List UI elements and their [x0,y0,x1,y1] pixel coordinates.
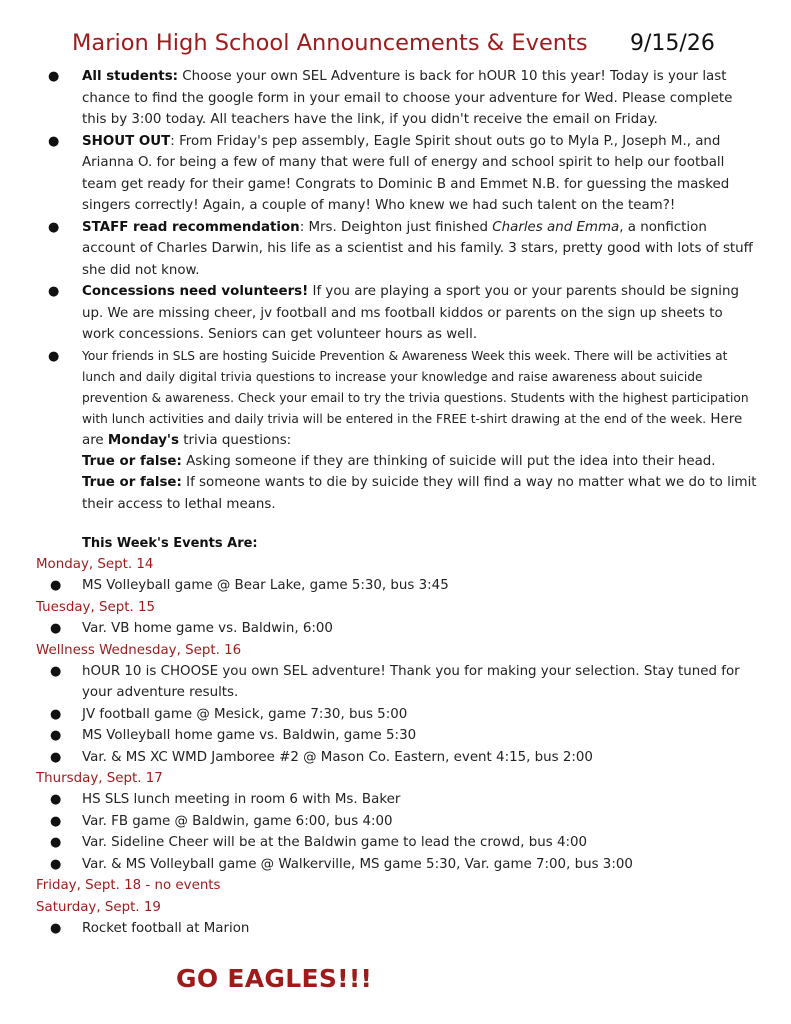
announcement-label: Concessions need volunteers! [82,284,309,299]
announcement-text: : From Friday's pep assembly, Eagle Spirit shout outs go to Myla P., Joseph M., and Arianna O. for being a few of many that were full of energy and school spirit to help our football team get ready for their game! Congrats to Dominic B and Emmet N.B. for guessing the masked singers correctly! Again, a couple of many! Who knew we had such talent on the team?! [82,133,730,213]
announcement-text: If you are playing a sport you or your parents should be signing up. We are missing cheer, jv football and ms football kiddos or parents on the sign up sheets to work concessions. Seniors can get volunteer hours as well. [82,284,739,342]
trivia-text: Asking someone if they are thinking of suicide will put the idea into their head. [181,453,716,469]
trivia-label: True or false: [82,453,182,469]
trivia-question-1 [0,451,791,473]
event-text: Rocket football at Marion [82,920,250,936]
events-heading: This Week's Events Are: [82,536,258,551]
announcement-text: , a nonfiction account of Charles Darwin, his life as a scientist and his family. 3 stars, pretty good with lots of stuff she did not know. [82,219,753,278]
bullet-icon: ● [48,284,60,299]
event-text: Var. & MS Volleyball game @ Walkerville, MS game 5:30, Var. game 7:00, bus 3:00 [82,856,633,872]
trivia-question-2 [0,472,791,515]
bullet-icon: ● [48,348,60,364]
page-date: 9/15/26 [630,31,715,56]
event-item [0,725,791,746]
bullet-icon: ● [50,835,62,851]
event-item [0,618,791,639]
events-schedule [0,554,791,939]
bullet-icon: ● [50,749,62,765]
day-heading: Saturday, Sept. 19 [36,899,161,915]
event-item [0,811,791,832]
announcement-text: Here are [82,411,743,448]
event-text: HS SLS lunch meeting in room 6 with Ms. Baker [82,792,401,808]
event-text: Var. & MS XC WMD Jamboree #2 @ Mason Co. Eastern, event 4:15, bus 2:00 [82,749,593,765]
event-item [0,661,791,704]
day-heading: Friday, Sept. 18 - no events [36,878,221,894]
book-title: Charles and Emma [492,219,620,235]
day-heading: Thursday, Sept. 17 [36,771,163,787]
event-item [0,832,791,853]
day-heading: Wellness Wednesday, Sept. 16 [36,642,242,658]
event-text: hOUR 10 is CHOOSE you own SEL adventure! Thank you for making your selection. Stay tuned for your adventure results. [82,664,740,701]
bullet-icon: ● [50,813,62,829]
bullet-icon: ● [50,920,62,936]
announcement-shout-out [0,131,791,217]
announcement-text: : Mrs. Deighton just finished [299,219,493,235]
event-text: Var. Sideline Cheer will be at the Baldwin game to lead the crowd, bus 4:00 [82,835,588,851]
event-item [0,789,791,810]
page-title: Marion High School Announcements & Events [72,30,588,56]
bullet-icon: ● [50,728,62,744]
event-item [0,747,791,768]
day-heading: Tuesday, Sept. 15 [36,599,156,615]
bullet-icon: ● [48,133,60,149]
announcement-label: SHOUT OUT [82,133,171,149]
bullet-icon: ● [50,856,62,872]
bullet-icon: ● [50,706,62,722]
bullet-icon: ● [48,219,60,235]
announcement-concessions [0,281,791,346]
announcement-label: STAFF read recommendation [82,219,300,235]
bullet-icon: ● [50,792,62,808]
announcement-sls-week [0,346,791,451]
event-item [0,575,791,596]
announcement-text: trivia questions: [179,432,292,448]
announcement-label: Monday's [107,432,179,448]
announcement-staff-read [0,217,791,282]
bullet-icon: ● [50,578,62,594]
announcement-all-students [0,66,791,131]
bullet-icon: ● [50,621,62,637]
announcement-label: All students: [82,69,179,84]
announcement-text: Choose your own SEL Adventure is back for hOUR 10 this year! Today is your last chance to find the google form in your email to choose your adventure for Wed. Please complete this by 3:00 today. All teachers have the link, if you didn't receive the email on Friday. [82,69,733,127]
event-text: JV football game @ Mesick, game 7:30, bus 5:00 [82,706,408,722]
event-text: Var. FB game @ Baldwin, game 6:00, bus 4:00 [82,813,393,829]
bullet-icon: ● [50,664,62,680]
event-text: MS Volleyball home game vs. Baldwin, game 5:30 [82,728,417,744]
event-text: Var. VB home game vs. Baldwin, 6:00 [82,621,333,637]
event-text: MS Volleyball game @ Bear Lake, game 5:30, bus 3:45 [82,578,449,594]
announcements-list [0,66,791,515]
event-item [0,704,791,725]
trivia-label: True or false: [82,475,182,490]
footer-slogan: GO EAGLES!!! [176,964,373,993]
event-item [0,854,791,875]
event-item [0,918,791,939]
trivia-text: If someone wants to die by suicide they will find a way no matter what we do to limit their access to lethal means. [82,475,757,512]
bullet-icon: ● [48,69,60,84]
announcement-text: Your friends in SLS are hosting Suicide Prevention & Awareness Week this week. There will be activities at lunch and daily digital trivia questions to increase your knowledge and raise awareness about suicide prevention & awareness. Check your email to try the trivia questions. Students with the highest participation with lunch activities and daily trivia will be entered in the FREE t-shirt drawing at the end of the week. [82,348,749,426]
day-heading: Monday, Sept. 14 [36,557,154,572]
